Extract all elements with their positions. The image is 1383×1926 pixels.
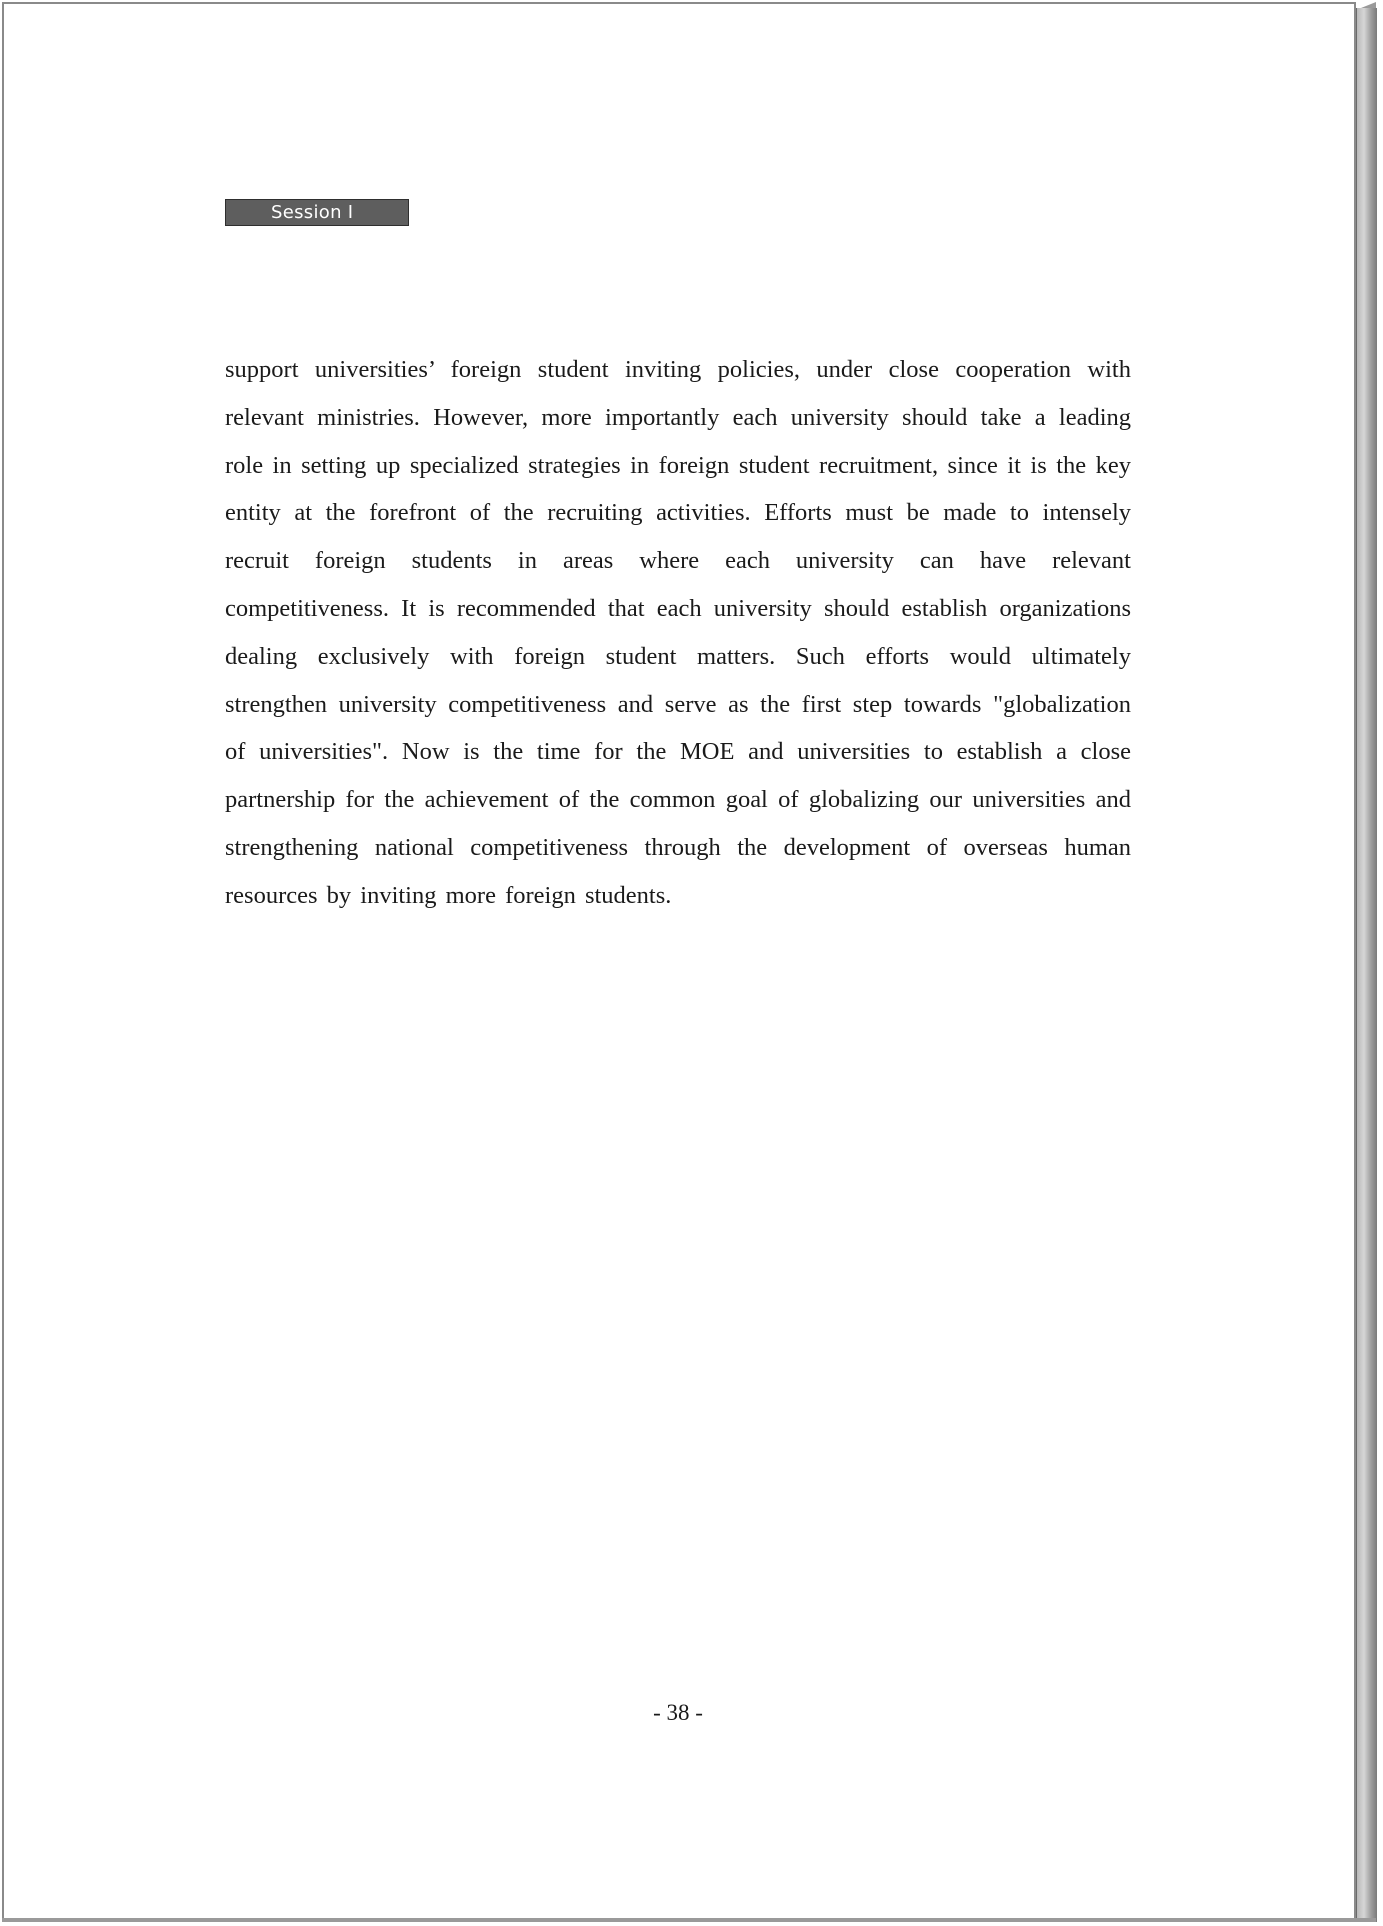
document-page — [2, 2, 1356, 1922]
page-number: - 38 - — [653, 1700, 703, 1725]
page-edge-shadow — [1356, 8, 1377, 1922]
page-bottom-edge — [2, 1918, 1376, 1922]
session-badge: Session Ⅰ — [225, 199, 409, 226]
body-paragraph: support universities’ foreign student inviting policies, under close cooperation with relevant ministries. However, more importantly each university should take a leading role in setting up specialized strategies in foreign student recruitment, since it is the key entity at the forefront of the recruiting activities. Efforts must be made to intensely recruit foreign students in areas where each university can have relevant competitiveness. It is recommended that each university should establish organizations dealing exclusively with foreign student matters. Such efforts would ultimately strengthen university competitiveness and serve as the first step towards "globalization of universities". Now is the time for the MOE and universities to establish a close partnership for the achievement of the common goal of globalizing our universities and strengthening national competitiveness through the development of overseas human resources by inviting more foreign students. — [225, 356, 1131, 909]
